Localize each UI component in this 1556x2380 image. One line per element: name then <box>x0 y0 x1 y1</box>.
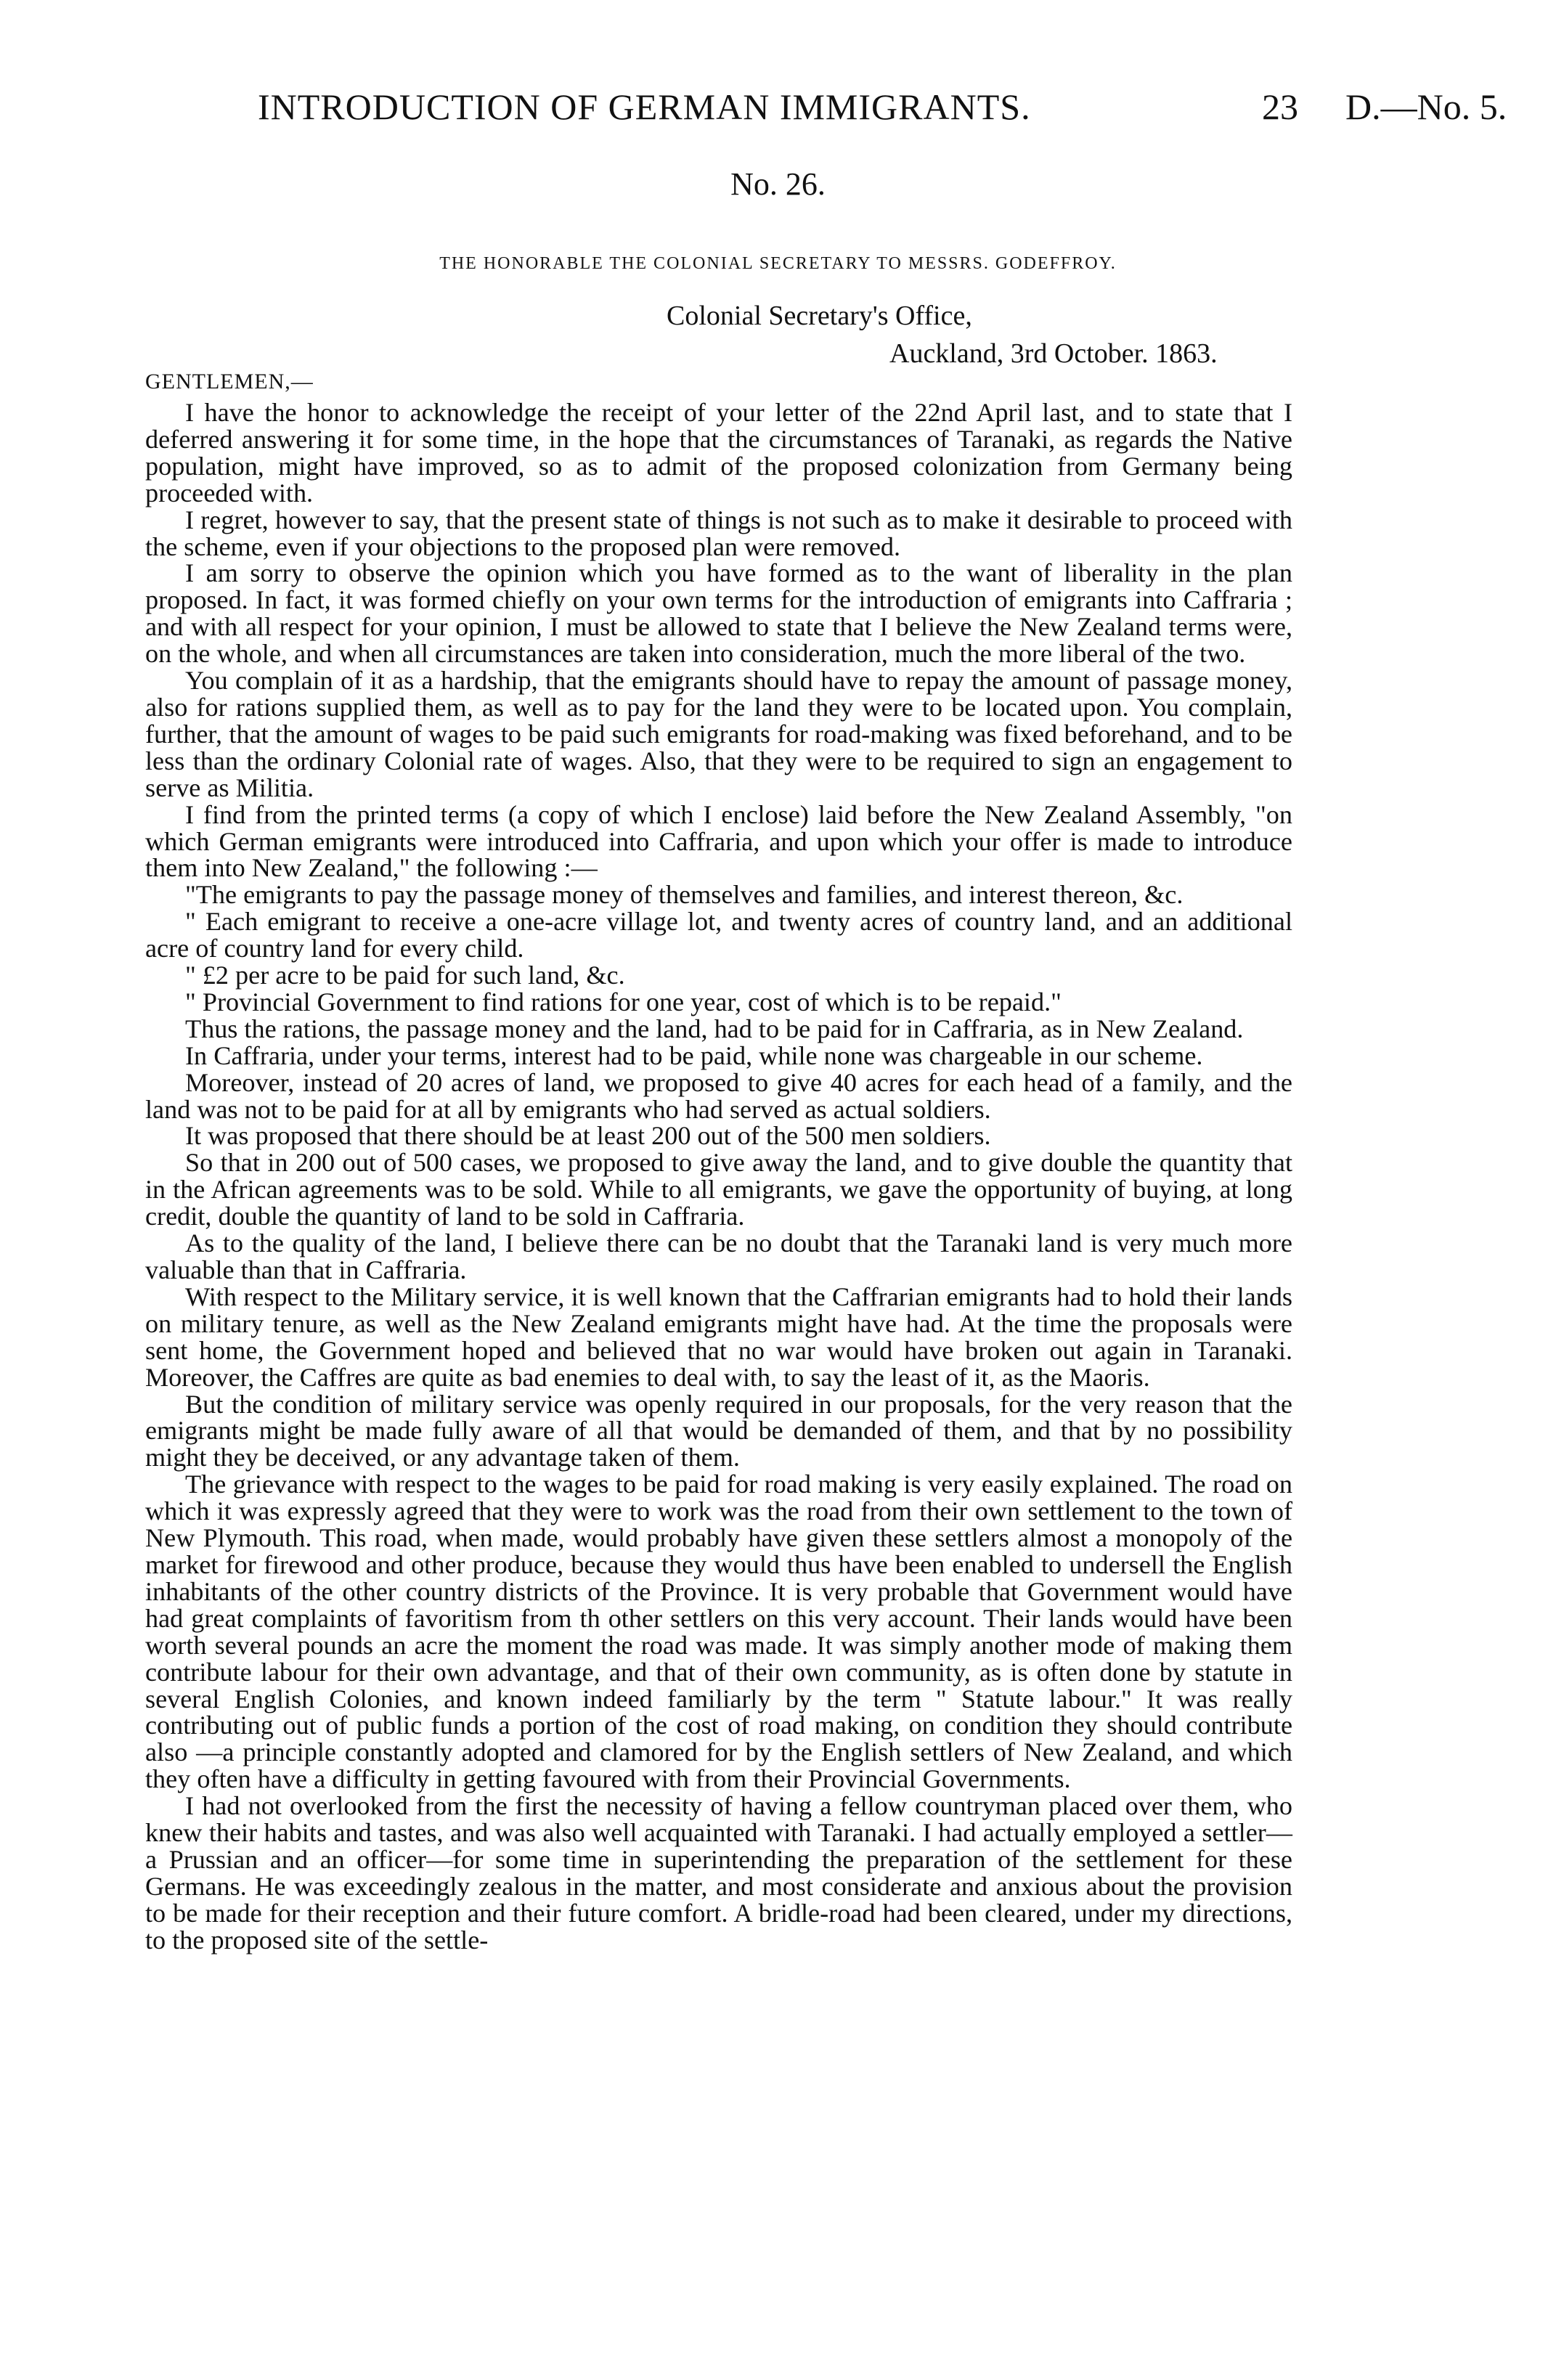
paragraph: I regret, however to say, that the present state of things is not such as to make it desirable to proceed with the scheme, even if your objections to the proposed plan were removed. <box>145 505 1292 561</box>
letter-date: Auckland, 3rd October. 1863. <box>889 338 1218 369</box>
paragraph: It was proposed that there should be at least 200 out of the 500 men soldiers. <box>185 1121 991 1151</box>
letter-heading: THE HONORABLE THE COLONIAL SECRETARY TO MESSRS. GODEFFROY. <box>439 254 1117 273</box>
document-number: No. 26. <box>730 166 826 202</box>
paragraph: In Caffraria, under your terms, interest had to be paid, while none was chargeable in our scheme. <box>185 1040 1203 1070</box>
letter-body <box>145 399 1292 1954</box>
paragraph: I have the honor to acknowledge the receipt of your letter of the 22nd April last, and to state that I deferred answering it for some time, in the hope that the circumstances of Taranaki, as regards the Native population, might have improved, so as to admit of the proposed colonization from Germany being proceeded with. <box>145 398 1292 508</box>
paragraph: But the condition of military service was openly required in our proposals, for the very reason that the emigrants might be made fully aware of all that would be demanded of them, and that by no possibility might they be deceived, or any advantage taken of them. <box>145 1389 1292 1472</box>
letter-place: Colonial Secretary's Office, <box>667 301 972 331</box>
paragraph: I am sorry to observe the opinion which you have formed as to the want of liberality in the plan proposed. In fact, it was formed chiefly on your own terms for the introduction of emigrants into Caffraria ; and with all respect for your opinion, I must be allowed to state that I believe the New Zealand terms were, on the whole, and when all circumstances are taken into consideration, much the more liberal of the two. <box>145 558 1292 669</box>
running-title: INTRODUCTION OF GERMAN IMMIGRANTS. <box>258 86 1031 127</box>
quoted-term: " £2 per acre to be paid for such land, &c. <box>185 961 625 990</box>
paragraph: The grievance with respect to the wages to be paid for road making is very easily explained. The road on which it was expressly agreed that they were to work was the road from their own settlement to the town of New Plymouth. This road, when made, would probably have given these settlers almost a monopoly of the market for firewood and other produce, because they would thus have been enabled to undersell the English inhabitants of the other country districts of the Province. It is very probable that Government would have had great complaints of favoritism from th other settlers on this very account. Their lands would have been worth several pounds an acre the moment the road was made. It was simply another mode of making them contribute labour for their own advantage, and that of their own community, as is often done by statute in several English Colonies, and known indeed familiarly by the term " Statute labour." It was really contributing out of public funds a portion of the cost of road making, on condition they should contribute also —a principle constantly adopted and clamored for by the English settlers of New Zealand, and which they often have a difficulty in getting favoured with from their Provincial Governments. <box>145 1470 1292 1794</box>
paragraph: I had not overlooked from the first the necessity of having a fellow countryman placed over them, who knew their habits and tastes, and was also well acquainted with Taranaki. I had actually employed a settler—a Prussian and an officer—for some time in superintending the preparation of the settlement for these Germans. He was exceedingly zealous in the matter, and most considerate and anxious about the provision to be made for their reception and their future comfort. A bridle-road had been cleared, under my directions, to the proposed site of the settle- <box>145 1791 1292 1955</box>
paragraph: Moreover, instead of 20 acres of land, we proposed to give 40 acres for each head of a family, and the land was not to be paid for at all by emigrants who had served as actual soldiers. <box>145 1067 1292 1124</box>
salutation: GENTLEMEN,— <box>145 370 314 394</box>
paragraph: You complain of it as a hardship, that the emigrants should have to repay the amount of passage money, also for rations supplied them, as well as to pay for the land they were to be located upon. You complain, further, that the amount of wages to be paid such emigrants for road-making was fixed beforehand, and to be less than the ordinary Colonial rate of wages. Also, that they were to be required to sign an engagement to serve as Militia. <box>145 666 1292 802</box>
page-number: 23 <box>1262 86 1298 127</box>
paragraph: So that in 200 out of 500 cases, we proposed to give away the land, and to give double the quantity that in the African agreements was to be sold. While to all emigrants, we gave the opportunity of buying, at long credit, double the quantity of land to be sold in Caffraria. <box>145 1148 1292 1231</box>
paragraph: Thus the rations, the passage money and the land, had to be paid for in Caffraria, as in New Zealand. <box>185 1014 1244 1043</box>
page-header <box>0 86 1556 144</box>
quoted-term: " Provincial Government to find rations for one year, cost of which is to be repaid." <box>185 987 1062 1016</box>
quoted-term: " Each emigrant to receive a one-acre village lot, and twenty acres of country land, and an additional acre of country land for every child. <box>145 907 1292 963</box>
document-reference: D.—No. 5. <box>1345 86 1507 127</box>
quoted-term: "The emigrants to pay the passage money of themselves and families, and interest thereon, &c. <box>185 880 1184 910</box>
paragraph: With respect to the Military service, it is well known that the Caffrarian emigrants had to hold their lands on military tenure, as well as the New Zealand emigrants might have had. At the time the proposals were sent home, the Government hoped and believed that no war would have broken out again in Taranaki. Moreover, the Caffres are quite as bad enemies to deal with, to say the least of it, as the Maoris. <box>145 1281 1292 1392</box>
paragraph: As to the quality of the land, I believe there can be no doubt that the Taranaki land is very much more valuable than that in Caffraria. <box>145 1228 1292 1284</box>
paragraph: I find from the printed terms (a copy of which I enclose) laid before the New Zealand Assembly, "on which German emigrants were introduced into Caffraria, and upon which your offer is made to introduce them into New Zealand," the following :— <box>145 799 1292 883</box>
